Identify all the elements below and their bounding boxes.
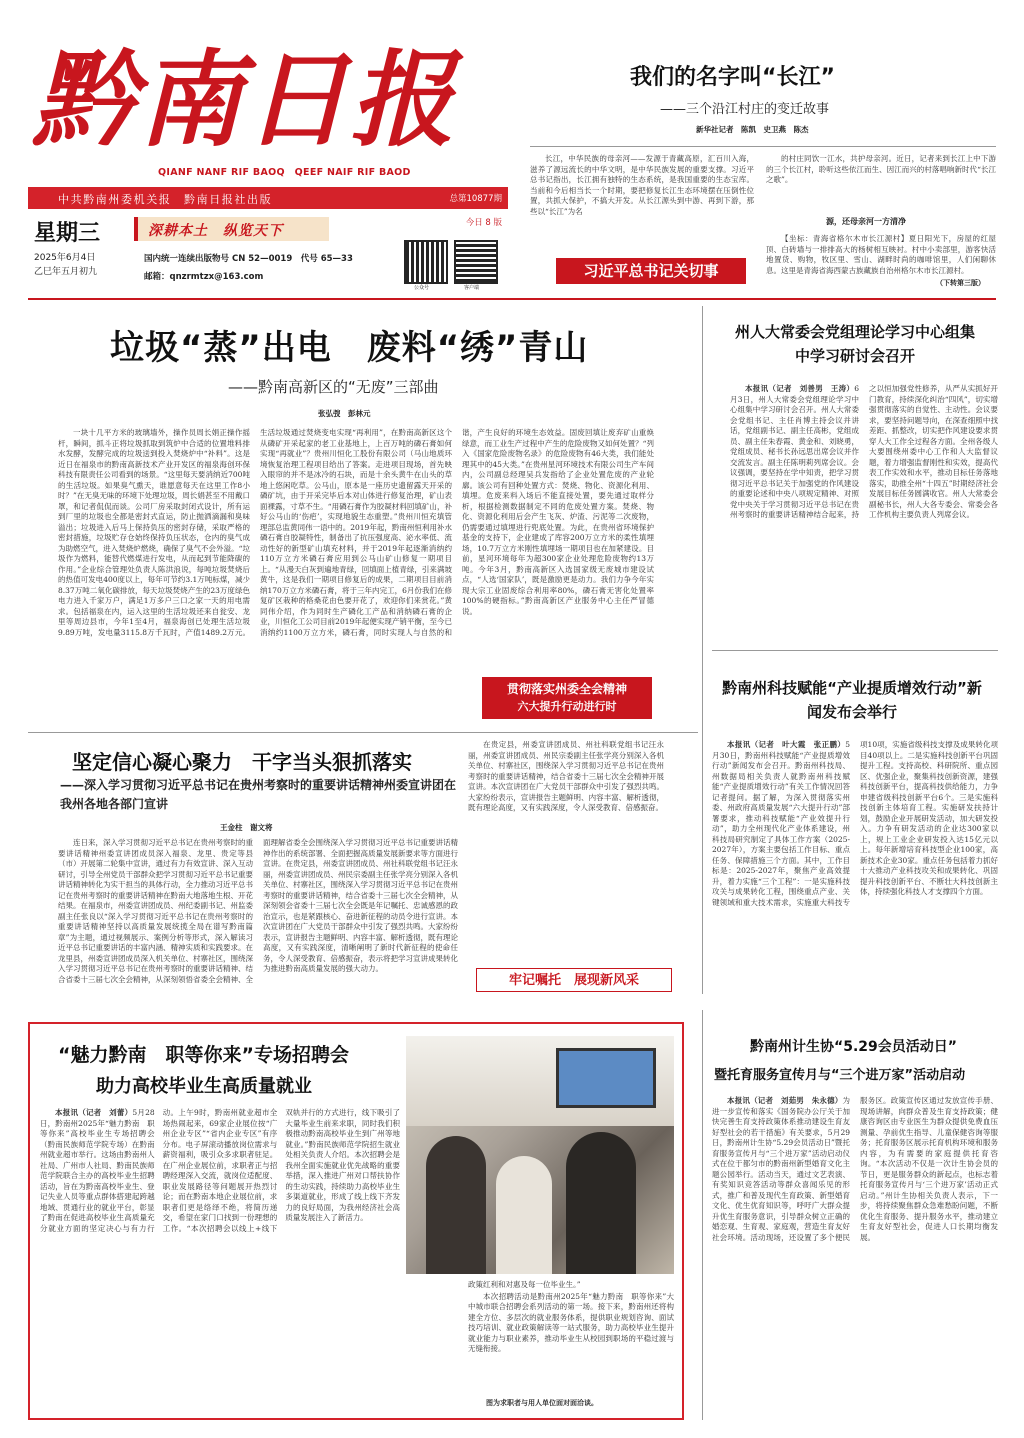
banner-line1: 贯彻落实州委全会精神 xyxy=(506,682,627,696)
feature-col2: 的村庄同饮一江水，共护母亲河。近日，记者来到长江上中下游的三个长江村，聆听这些依江而生、因江而兴的村落唱响新时代“长江之歌”。 xyxy=(766,154,996,184)
banner-line2: 六大提升行动进行时 xyxy=(517,700,617,713)
photo-people xyxy=(566,1132,636,1274)
lunar-date: 乙巳年五月初九 xyxy=(34,267,98,277)
photo-caption: 图为求职者与用人单位面对面洽谈。 xyxy=(486,1399,598,1407)
masthead xyxy=(28,30,508,292)
family-title: 黔南州计生协“5.29会员活动日” xyxy=(750,1039,957,1055)
quality-subtitle: ——深入学习贯彻习近平总书记在贵州考察时的重要讲话精神州委宣讲团在我州各地各部门宣讲 xyxy=(60,778,457,811)
divider xyxy=(702,306,703,994)
qr-label: 客户端 xyxy=(464,285,480,291)
qr-code[interactable] xyxy=(456,242,496,282)
page-count: 今日 8 版 xyxy=(465,218,502,228)
photo-screen xyxy=(556,1048,656,1108)
quality-title: 坚定信心凝心聚力 干字当头狠抓落实 xyxy=(72,750,412,774)
family-byline: 本报讯（记者 刘茹男 朱永德） xyxy=(727,1096,843,1105)
divider xyxy=(28,732,698,733)
feature-col2b: 【坐标：青海省格尔木市长江源村】夏日阳光下，房屋的红屋顶、白砖墙与一排排高大的杨树相互映衬。村中小卖部里，游客快活地置货、购物，牧区里、雪山、湖畔时尚的咖啡馆里，人们闲聊休息。这里是青海省海西蒙古族藏族自治州格尔木市长江源村。 xyxy=(766,234,996,275)
newspaper-logo: 黔南日报 xyxy=(32,38,457,161)
tech-byline: 本报讯（记者 叶大霞 张正鹏） xyxy=(727,740,846,749)
email: 邮箱：qnzrmtzx@163.com xyxy=(144,272,264,282)
organ-line: 中共黔南州委机关报 黔南日报社出版 xyxy=(58,193,273,206)
banner-mission: 牢记嘱托 展现新风采 xyxy=(476,968,672,992)
issue-number: 总第10877期 xyxy=(449,194,502,204)
review-title: 州人大常委会党组理论学习中心组集中学习研讨会召开 xyxy=(734,323,975,365)
issue-date: 2025年6月4日 xyxy=(34,253,96,263)
divider xyxy=(712,650,998,651)
feature-banner: 习近平总书记关切事 xyxy=(556,258,746,284)
qr-code[interactable] xyxy=(406,242,446,282)
divider xyxy=(530,146,996,147)
cn-number: 国内统一连续出版物号 CN 52—0019 代号 65—33 xyxy=(144,254,353,264)
organ-bar xyxy=(28,187,508,209)
review-body: 本报讯（记者 刘善男 王涛）6月3日，州人大常委会党组理论学习中心组集中学习研讨会召开。州人大常委会党组书记、主任肖博主持会议并讲话，党组副书记、副主任高彬，党组成员、副主任朱春霞、黄金和、刘晓勇，党组成员、秘书长孙远思出席会议并作交流发言。副主任陈明莉列席会议。会议强调，要坚持在学中知责，把学习贯彻习近平总书记关于加强党的作风建设的重要论述和中央八项规定精神、对照党中央关于学习贯彻习近平总书记在贵州考察时的重要讲话精神结合起来，持之以恒加强党性修养，从严从实抓好开门教育，持续深化纠治“四风”，切实增强贯彻落实的自觉性、主动性。会议要求，要坚持问题导向，在深查细照中找差距、抓整改，切实把作风建设要求贯穿人大工作全过程各方面。全州各级人大要围绕州委中心工作和人大监督议题，着力增强监督刚性和实效，提高代表工作实效和水平，推动目标任务落地落实，助推全州“十四五”时期经济社会发展目标任务圆满收官。州人大常委会副秘书长，州人大各专委会、常委会各工作机构主要负责人列席会议。 xyxy=(730,384,998,519)
feature-subtitle: ——三个沿江村庄的变迁故事 xyxy=(660,102,830,117)
quality-body: 连日来，深入学习贯彻习近平总书记在贵州考察时的重要讲话精神州委宣讲团成员深入福泉、龙里、贵定等县（市）开展第二轮集中宣讲，通过有力有效宣讲、深入互动研讨，引导全州党员干部群众把学习贯彻习近平总书记重要讲话精神转化为实干担当的具体行动，全力推动习近平总书记在贵州考察时的重要讲话精神在黔南大地落地生根、开花结果。在福泉市，州委宣讲团成员、州纪委副书记、州监委副主任张良以“深入学习贯彻习近平总书记在贵州考察时的重要讲话精神坚持以高质量发展统揽全局在谱写黔南篇章”为主题，通过视频展示、案例分析等形式，深入解读习近平总书记重要讲话的丰富内涵、精神实质和实践要求。在龙里县，州委宣讲团成员深入机关单位、村寨社区，围绕深入学习贯彻习近平总书记在贵州考察时的重要讲话精神、结合省委十三届七次全会精神，从深刻领悟省委全会精神、全面理解省委全会围绕深入学习贯彻习近平总书记重要讲话精神作出的系统部署、全面把握高质量发展新要求等方面进行宣讲。在贵定县，州委宣讲团成员、州社科联党组书记汪永丽，州委宣讲团成员、州民宗委副主任张学亮分别深入各机关单位、村寨社区，围绕深入学习贯彻习近平总书记在贵州考察时的重要讲话精神，结合省委十三届七次全会精神，从深刻领会省委十三届七次全会既是年记嘱托、忠诚感恩的政治宣示，也是紧跟核心、奋进新征程的动员令进行宣讲。本次宣讲团在广大党员干部群众中引发了强烈共鸣。大家纷纷表示，宣讲报告主题鲜明、内容丰富、解析透彻，既有理论高度，又有实践深度，清晰阐明了新时代新征程的使命任务，令人深受教育、倍感振奋，表示将把学习宣讲成果转化为推进黔南高质量发展的强大动力。 xyxy=(58,838,458,984)
quality-byline: 王金柱 谢文将 xyxy=(220,823,273,832)
lead-title: 垃圾“蒸”出电 废料“绣”青山 xyxy=(110,328,589,368)
job-fair-photo xyxy=(406,1036,674,1274)
logo-pinyin: QIANF NANF RIF BAOQ QEEF NAIF RIF BAOD xyxy=(158,167,411,178)
slogan-box xyxy=(134,217,329,241)
lead-byline: 张弘弢 彭林元 xyxy=(318,409,371,418)
jobs-subtitle: 助力高校毕业生高质量就业 xyxy=(96,1076,312,1097)
continued-note: （下转第三版） xyxy=(936,279,985,287)
family-subtitle: 暨托育服务宣传月与“三个进万家”活动启动 xyxy=(714,1068,966,1083)
jobs-byline: 本报讯（记者 刘蕾） xyxy=(55,1108,133,1117)
divider xyxy=(28,298,996,300)
jobs-title: “魅力黔南 职等你来”专场招聘会 xyxy=(58,1044,349,1066)
lead-subtitle: ——黔南高新区的“无废”三部曲 xyxy=(228,378,439,396)
divider xyxy=(702,1010,703,1420)
feature-col1: 长江，中华民族的母亲河——发源于青藏高原，汇百川入海，滋养了源远流长的中华文明，是中华民族发展的重要支撑。习近平总书记指出，长江拥有独特的生态系统，是我国重要的生态宝库。当前和今后相当长一个时期，要把修复长江生态环境摆在压倒性位置，共抓大保护，不搞大开发。从长江源头到中游、再到下游，那些以“长江”为名 xyxy=(530,154,754,216)
family-body: 本报讯（记者 刘茹男 朱永德）为进一步宣传和落实《国务院办公厅关于加快完善生育支持政策体系推动建设生育友好型社会的若干措施》有关要求，5月29日，黔南州计生协“5.29会员活动日”暨托育服务宣传月与“三个进万家”活动启动仪式在位于都匀市的黔南州新型婚育文化主题公园举行。活动当天，通过文艺表演、有奖知识竞答活动等群众喜闻乐见的形式，推广和普及现代生育政策、新型婚育文化、优生优育知识等，呼吁广大群众提升优生育服务意识，引导群众树立正确的婚恋观、生育观、家庭观，营造生育友好社会环境。活动现场，还设置了多个便民服务区。政策宣传区通过发放宣传手册、现场讲解，向群众普及生育支持政策；健康咨询区由专业医生为群众提供免费血压测量、孕前优生指导、儿童保健咨询等服务；托育服务区展示托育机构环境和服务内容，为有需要的家庭提供托育咨询。“本次活动不仅是一次计生协会员的节日，更是服务群众的新起点，也标志着托育服务宣传月与‘三个进万家’活动正式启动。”州计生协相关负责人表示，下一步，将持续聚焦群众急难愁盼问题，不断优化生育服务、提升服务水平，推动建立生育友好型社会，促进人口长期均衡发展。 xyxy=(712,1096,998,1242)
tech-body: 本报讯（记者 叶大霞 张正鹏）5月30日，黔南州科技赋能“产业提质增效行动”新闻发布会召开。黔南州科技局、州数据局相关负责人就黔南州科技赋能“产业提质增效行动”有关工作情况回答记者提问。据了解，为深入贯彻落实州委、州政府高质量发展“六大提升行动”部署要求，推动科技赋能“产业效提升行动”，助力全州现代化产业体系建设，州科技局研究制定了具体工作方案（2025-2027年），方案主要包括工作目标、重点任务、保障措施三个方面。其中，工作目标是：2025-2027年，聚焦产业高效提升，着力实施“三个工程”：一是实施科技攻关与成果转化工程，围绕重点产业、关键领域和重大技术需求，实施重大科技专项10项，实施省级科技支撑及成果转化项目40项以上。二是实施科技创新平台巩固提升工程。支持高校、科研院所、重点园区、优强企业，聚集科技创新资源，建强科技创新平台，提高科技供给能力，力争申建省级科技创新平台6个。三是实施科技创新主体培育工程。实施研发扶持计划，鼓励企业开展研发活动，加大研发投入。力争有研发活动的企业达300家以上，规上工业企业研发投入达15亿元以上。每年新增培育科技型企业100家，高新技术企业30家。重点任务包括着力抓好十大推动产业科技攻关和成果转化、巩固提升科技创新平台、不断壮大科技创新主体，持续强化科技人才支撑四个方面。 xyxy=(712,740,998,907)
weekday: 星期三 xyxy=(34,221,101,246)
photo-people xyxy=(496,1156,552,1274)
slogan: 深耕本土 纵览天下 xyxy=(148,223,283,239)
tech-title: 黔南州科技赋能“产业提质增效行动”新闻发布会举行 xyxy=(722,679,982,721)
photo-people xyxy=(426,1136,486,1274)
lead-body: 一块十几平方米的玻璃墙外，操作员周长娟正操作摇杆，瞬间，抓斗正将垃圾抓取到筑炉中合适的位置堆料排水发酵，发酵完成的垃圾送到投入焚烧炉中“补料”。这是近日在福泉市的黔南高新技术产业开发区的福泉海创环保科技有限责任公司看到的场景。“这里每天要消纳近700吨的生活垃圾。如果臭气熏天，谁愿意每天在这里工作8小时？”在无臭无味的环境下处理垃圾，周长娟甚至不用戴口罩，和记者侃侃而谈。公司厂房采取封闭式设计，所有运到厂里的垃圾也全都是密封式直运，防止抛洒滴漏和臭味溢出；垃圾进入后马上保持负压的密封存储，采取严格的密封措施，垃圾贮存仓始终保持负压状态，仓内的臭气成为助燃空气，进入焚烧炉燃烧，确保了臭气不会外溢。“垃圾作为燃料，能替代燃煤进行发电，从而起到节能降碳的作用。”企业综合管理处负责人陈洪浪说，每吨垃圾焚烧后的热值可发电400度以上，每年可节约3.1万吨标煤，减少8.37万吨二氧化碳排放，每天垃圾焚烧产生的23万度绿色电力进入千家万户，满足1万多户三口之家一天的用电需求。包括福泉在内，运入这里的生活垃圾还来自瓮安、龙里等周边县市，今年1至4月，福泉海创已处理生活垃圾9.89万吨，发电量3115.8万千瓦时，产值1489.2万元。生活垃圾通过焚烧变电实现“再利用”，在黔南高新区这个从磷矿开采起家的老工业基地上，上百万吨的磷石膏如何实现“再就业”？贵州川恒化工股份有限公司（马山地质环境恢复治理工程项目给出了答案。走进项目现场，首先映入眼帘的并不是冰冷的石块，而是十余头黄牛在山头的草地上悠闲吃草。公马山，原本是一座历史遗留露天开采的磷矿坑，由于开采完毕后本对山体进行修复治理，矿山表面裸露，寸草不生。“用磷石膏作为胶凝材料回填矿山，补好公马山的‘伤疤’，实现地貌生态重塑。”贵州川恒充填管理部总监黄同伟一语中的。2019年起，黔南州恒利用补水磷石膏自胶凝特性，制备出了抗压强度高、泌水率低、流动性好的新型矿山填充材料，并于2019年起逐渐消纳约110万立方米磷石膏应用到公马山矿山修复一期项目上。“从漫天白灰到遍地青绿，回填面上植青绿，引来满坡黄牛，这是我们一期项目修复后的成果，二期项目目前消纳170万立方米磷石膏，将于三年内完工，6月份我们在修复矿区栽种的格桑花由色要开花了，欢迎你们来赏花。”黄同伟介绍，作为同时生产磷化工产品和消纳磷石膏的企业，川恒化工公司目前2019年起便实现产销平衡，至今已消纳约1100万立方米，磷石膏，同时实现人与自然的和谐，产生良好的环境生态效益。固废回填让废弃矿山重焕绿意，而工业生产过程中产生的危险废物又如何处置？“列入《国家危险废物名录》的危险废物有46大类，我们能处理其中的45大类。”在贵州星河环境技术有限公司生产车间内，公司副总经理吴兵发指给了企业处置危废的产业轮廓。该公司有回种处置方式：焚烧、物化、资源化利用、填埋。危废来料入场后不能直接处置，要先通过取样分析，根据检测数据制定不同的危废处置方案。焚烧、物化、资源化利用后会产生飞灰、炉渣、污泥等二次废物，仍需要通过填埋进行兜底处置。为此，在贵州省环境保护基金的支持下，企业建成了库容200万立方米的柔性填埋场，10.7万立方米刚性填埋场一期项目也在加紧建设。目前，星河环境每年为超300家企业处理危险废物约13万吨。今年3月，黔南高新区入选国家级无废城市建设试点，“人选‘国家队’，既是激励更是动力。我们力争今年实现大宗工业固废综合利用率80%，磷石膏无害化处置率100%的硬指标。”黔南高新区产业服务中心主任严冒德说。 xyxy=(58,428,654,637)
review-byline: 本报讯（记者 刘善男 王涛） xyxy=(745,384,855,393)
feature-title: 我们的名字叫“长江” xyxy=(630,65,835,90)
jobs-caption-text: 政策红利和对惠及每一位毕业生。” 本次招聘活动是黔南州2025年“魅力黔南 职等你来”大中城市联合招聘会系列活动的第一场。接下来，黔南州还将构建全方位、多层次的就业服务体系，提供职业规划咨询、面试技巧培训、就业政策解读等一站式服务，助力高校毕业生提升就业能力与职业素养，推动毕业生从校园到职场的平稳过渡与无缝衔接。 xyxy=(468,1280,674,1353)
quality-body-right: 在贵定县，州委宣讲团成员、州社科联党组书记汪永丽，州委宣讲团成员、州民宗委副主任张学亮分别深入各机关单位、村寨社区，围绕深入学习贯彻习近平总书记在贵州考察时的重要讲话精神，结合省委十三届七次全会精神开展宣讲。本次宣讲团在广大党员干部群众中引发了强烈共鸣。大家纷纷表示，宣讲报告主题鲜明、内容丰富、解析透彻，既有理论高度，又有实践深度，令人深受教育、倍感振奋。 xyxy=(468,740,664,812)
feature-byline: 新华社记者 陈凯 史卫燕 陈杰 xyxy=(696,125,809,134)
banner-plenary xyxy=(482,677,652,719)
jobs-body: 本报讯（记者 刘蕾）5月28日，黔南州2025年“魅力黔南 职等你来”高校毕业生专场招聘会（黔南民族师范学院专场）在黔南州就业超市举行。这场由黔南州人社局、广州市人社局、黔南民族师范学院联合主办的高校毕业生招聘活动，旨在为黔南高校毕业生、登记失业人员等重点群体搭建起跨越地域、贯通行业的就业平台，彰显了黔南在促进高校毕业生高质量充分就业方面的坚定决心与有力行动。上午9时，黔南州就业超市全场热闹起来，69家企业展位按“广州企业专区”“省内企业专区”有序分布。电子屏滚动播放岗位需求与薪资福利，吸引众多求职者驻足。在广州企业展位前，求职者正与招聘经理深入交流，就岗位适配度、职业发展路径等问题展开热烈讨论；而在黔南本地企业展位前，求职者们更是络绎不绝，将简历递交，希望在家门口找到一份理想的工作。“本次招聘会以线上+线下双轨并行的方式进行，线下吸引了大量毕业生前来求职，同时我们积极推动黔南高校毕业生到广州等地就业。”黔南民族师范学院招生就业处相关负责人介绍。本次招聘会是我州全面实施就业优先战略的重要举措，深入推进广州对口帮扶协作的生动实践，持续助力高校毕业生多渠道就业，形成了线上线下齐发力的良好局面，为我州经济社会高质量发展注入了新活力。 xyxy=(40,1108,400,1233)
feature-subhead: 源，还母亲河一方清净 xyxy=(826,217,906,226)
qr-label: 公众号 xyxy=(414,285,430,291)
